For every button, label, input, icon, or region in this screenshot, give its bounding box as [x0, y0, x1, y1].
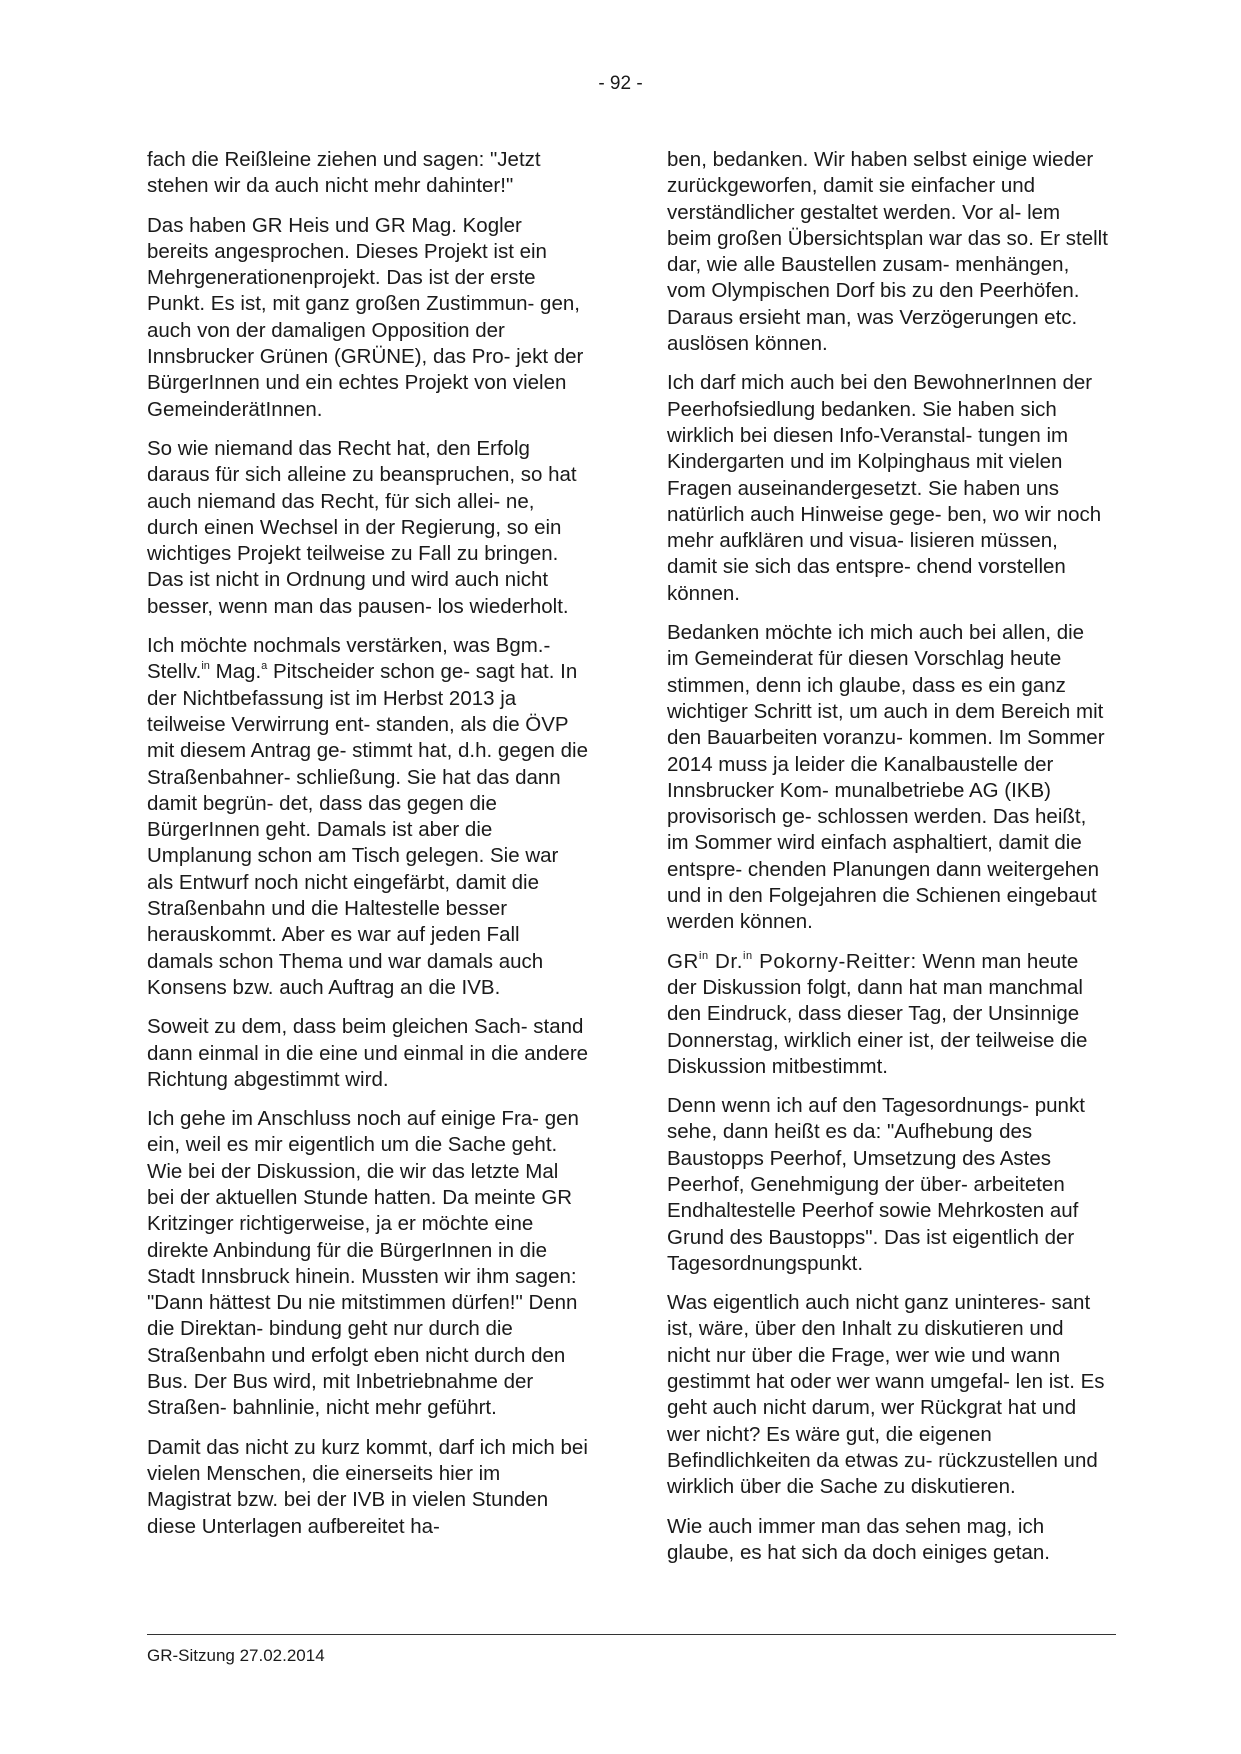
paragraph: Ich gehe im Anschluss noch auf einige Fra- gen ein, weil es mir eigentlich um die Sache geht. Wie bei der Diskussion, die wir das letzte Mal bei der aktuellen Stunde hatten. Da meinte GR Kritzinger richtigerweise, ja er möchte eine direkte Anbindung für die BürgerInnen in die Stadt Innsbruck hinein. Mussten wir ihm sagen: "Dann hättest Du nie mitstimmen dürfen!" Denn die Direktan- bindung geht nur durch die Straßenbahn und erfolgt eben nicht durch den Bus. Der Bus wird, mit Inbetriebnahme der Straßen- bahnlinie, nicht mehr geführt.: [147, 1107, 579, 1420]
paragraph: Wie auch immer man das sehen mag, ich glaube, es hat sich da doch einiges getan.: [667, 1514, 1050, 1564]
speaker-name: [667, 950, 917, 973]
text-run: GR: [667, 949, 699, 973]
footer-divider: [147, 1634, 1116, 1635]
paragraph: Was eigentlich auch nicht ganz uninteres- sant ist, wäre, über den Inhalt zu diskutieren und nicht nur über die Frage, wer wie und wann gestimmt hat oder wer wann umgefal- len ist. Es geht auch nicht darum, wer Rückgrat hat und wer nicht? Es wäre gut, die eigenen Befindlichkeiten da etwas zu- rückzustellen und wirklich über die Sache zu diskutieren.: [667, 1291, 1105, 1499]
paragraph: fach die Reißleine ziehen und sagen: "Jetzt stehen wir da auch nicht mehr dahinter!": [147, 148, 541, 198]
paragraph: Das haben GR Heis und GR Mag. Kogler bereits angesprochen. Dieses Projekt ist ein Mehrgenerationenprojekt. Das ist der erste Punkt. Es ist, mit ganz großen Zustimmun- gen, auch von der damaligen Opposition der Innsbrucker Grünen (GRÜNE), das Pro- jekt der BürgerInnen und ein echtes Projekt von vielen GemeinderätInnen.: [147, 213, 584, 421]
paragraph: [667, 949, 1109, 1080]
superscript: a: [261, 660, 268, 673]
paragraph: Damit das nicht zu kurz kommt, darf ich mich bei vielen Menschen, die einerseits hier im Magistrat bzw. bei der IVB in vielen Stunden diese Unterlagen aufbereitet ha-: [147, 1435, 588, 1538]
text-run: Pokorny-Reitter:: [752, 949, 917, 973]
paragraph: So wie niemand das Recht hat, den Erfolg daraus für sich alleine zu beanspruchen, so hat auch niemand das Recht, für sich allei- ne, durch einen Wechsel in der Regierung, so ein wichtiges Projekt teilweise zu Fall zu bringen. Das ist nicht in Ordnung und wird auch nicht besser, wenn man das pausen- los wiederholt.: [147, 436, 577, 618]
text-run: Dr.: [708, 949, 744, 973]
paragraph: Bedanken möchte ich mich auch bei allen, die im Gemeinderat für diesen Vorschlag heute stimmen, denn ich glaube, dass es ein ganz wichtiger Schritt ist, um auch in dem Bereich mit den Bauarbeiten voranzu- kommen. Im Sommer 2014 muss ja leider die Kanalbaustelle der Innsbrucker Kom- munalbetriebe AG (IKB) provisorisch ge- schlossen werden. Das heißt, im Sommer wird einfach asphaltiert, damit die entspre- chenden Planungen dann weitergehen und in den Folgejahren die Schienen eingebaut werden können.: [667, 621, 1105, 934]
paragraph: Soweit zu dem, dass beim gleichen Sach- stand dann einmal in die eine und einmal in die andere Richtung abgestimmt wird.: [147, 1015, 589, 1091]
text-run: Pitscheider schon ge- sagt hat. In der Nichtbefassung ist im Herbst 2013 ja teilweise Verwirrung ent- standen, als die ÖVP mit diesem Antrag ge- stimmt hat, d.h. gegen die Straßenbahner- schließung. Sie hat das dann damit begrün- det, dass das gegen die BürgerInnen geht. Damals ist aber die Umplanung schon am Tisch gelegen. Sie war als Entwurf noch nicht eingefärbt, damit die Straßenbahn und die Haltestelle besser herauskommt. Aber es war auf jeden Fall damals schon Thema und war damals auch Konsens bzw. auch Auftrag an die IVB.: [147, 660, 588, 999]
text-run: Ich möchte nochmals verstärken, was Bgm.-Stellv.: [147, 634, 551, 684]
page-number: - 92 -: [598, 73, 643, 94]
superscript: in: [743, 949, 753, 962]
text-run: Mag.: [209, 660, 262, 684]
right-column: [667, 147, 1109, 1579]
paragraph: Ich darf mich auch bei den BewohnerInnen der Peerhofsiedlung bedanken. Sie haben sich wirklich bei diesen Info-Veranstal- tungen im Kindergarten und im Kolpinghaus mit vielen Fragen auseinandergesetzt. Sie haben uns natürlich auch Hinweise gege- ben, wo wir noch mehr aufklären und visua- lisieren müssen, damit sie sich das entspre- chend vorstellen können.: [667, 371, 1102, 605]
superscript: in: [201, 660, 210, 673]
paragraph: ben, bedanken. Wir haben selbst einige wieder zurückgeworfen, damit sie einfacher und verständlicher gestaltet werden. Vor al- lem beim großen Übersichtsplan war das so. Er stellt dar, wie alle Baustellen zusam- menhängen, vom Olympischen Dorf bis zu den Peerhöfen. Daraus ersieht man, was Verzögerungen etc. auslösen können.: [667, 148, 1108, 356]
footer-session-date: GR-Sitzung 27.02.2014: [147, 1646, 325, 1665]
left-column: [147, 147, 589, 1553]
paragraph: Denn wenn ich auf den Tagesordnungs- punkt sehe, dann heißt es da: "Aufhebung des Baustopps Peerhof, Umsetzung des Astes Peerhof, Genehmigung der über- arbeiteten Endhaltestelle Peerhof sowie Mehrkosten auf Grund des Baustopps". Das ist eigentlich der Tagesordnungspunkt.: [667, 1094, 1085, 1275]
superscript: in: [698, 949, 709, 962]
text-run: Wenn man heute der Diskussion folgt, dann hat man manchmal den Eindruck, dass dieser Tag, der Unsinnige Donnerstag, wirklich einer ist, der teilweise die Diskussion mitbestimmt.: [667, 949, 1088, 1078]
paragraph: [147, 633, 589, 1001]
